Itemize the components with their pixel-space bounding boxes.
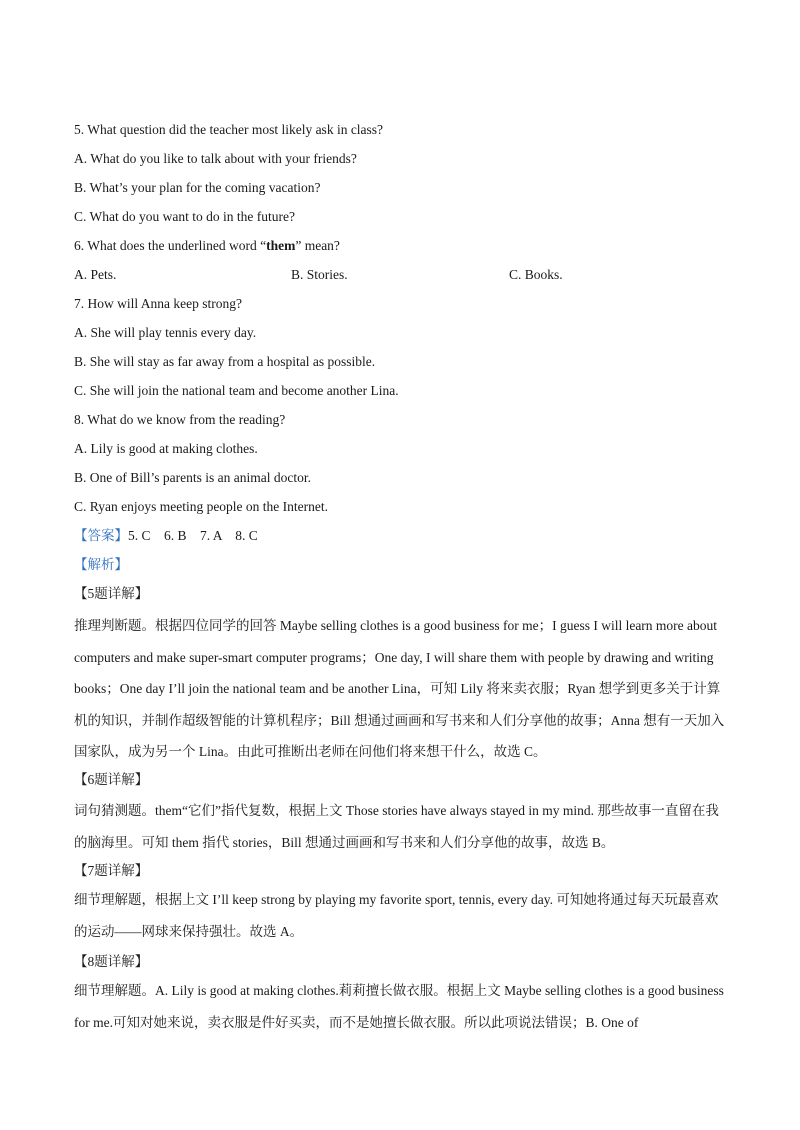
detail-8-text: 细节理解题。A. Lily is good at making clothes.莉莉擅长做衣服。根据上文 Maybe selling clothes is a good business for me.可知对她来说，卖衣服是件好买卖，而不是她擅长做衣服。所以此项说法错误；B. One of bbox=[74, 983, 724, 1030]
detail-7-text: 细节理解题，根据上文 I’ll keep strong by playing my favorite sport, tennis, every day. 可知她将通过每天玩最喜欢的运动——网球来保持强壮。故选 A。 bbox=[74, 892, 719, 939]
question-6-stem-pre: 6. What does the underlined word “ bbox=[74, 238, 267, 253]
answer-values: 5. C 6. B 7. A 8. C bbox=[128, 528, 258, 543]
analysis-label: 【解析】 bbox=[74, 557, 128, 572]
detail-5-heading: 【5题详解】 bbox=[74, 586, 149, 601]
question-8-option-a: A. Lily is good at making clothes. bbox=[74, 441, 258, 456]
question-5-option-b: B. What’s your plan for the coming vacation? bbox=[74, 180, 321, 195]
answer-label: 【答案】 bbox=[74, 528, 128, 543]
question-7-stem: 7. How will Anna keep strong? bbox=[74, 296, 242, 311]
question-5-option-a: A. What do you like to talk about with your friends? bbox=[74, 151, 357, 166]
detail-7-heading: 【7题详解】 bbox=[74, 863, 149, 878]
detail-6-heading: 【6题详解】 bbox=[74, 772, 149, 787]
question-6-stem-post: ” mean? bbox=[295, 238, 340, 253]
detail-6-text: 词句猜测题。them“它们”指代复数，根据上文 Those stories have always stayed in my mind. 那些故事一直留在我的脑海里。可知 them 指代 stories，Bill 想通过画画和写书来和人们分享他的故事，故选 B。 bbox=[74, 803, 719, 850]
question-8-option-c: C. Ryan enjoys meeting people on the Internet. bbox=[74, 499, 329, 514]
detail-8-heading: 【8题详解】 bbox=[74, 954, 149, 969]
question-8-stem: 8. What do we know from the reading? bbox=[74, 412, 286, 427]
detail-5-text: 推理判断题。根据四位同学的回答 Maybe selling clothes is a good business for me；I guess I will learn more about computers and make super-smart computer programs；One day, I will share them with people by drawing and writing books；One day I’ll join the national team and be another Lina，可知 Lily 将来卖衣服；Ryan 想学到更多关于计算机的知识，并制作超级智能的计算机程序；Bill 想通过画画和写书来和人们分享他的故事；Anna 想有一天加入国家队，成为另一个 Lina。由此可推断出老师在问他们将来想干什么，故选 C。 bbox=[74, 618, 725, 759]
answer-line bbox=[74, 527, 258, 545]
question-6-option-b: B. Stories. bbox=[291, 267, 348, 282]
question-8-option-b: B. One of Bill’s parents is an animal doctor. bbox=[74, 470, 311, 485]
question-5-stem: 5. What question did the teacher most likely ask in class? bbox=[74, 122, 384, 137]
question-7-option-a: A. She will play tennis every day. bbox=[74, 325, 257, 340]
question-6-stem bbox=[74, 237, 340, 255]
question-6-option-c: C. Books. bbox=[509, 267, 563, 282]
underlined-word-them: them bbox=[266, 238, 296, 253]
question-7-option-b: B. She will stay as far away from a hospital as possible. bbox=[74, 354, 376, 369]
question-6-option-a: A. Pets. bbox=[74, 267, 117, 282]
question-7-option-c: C. She will join the national team and become another Lina. bbox=[74, 383, 399, 398]
question-5-option-c: C. What do you want to do in the future? bbox=[74, 209, 295, 224]
